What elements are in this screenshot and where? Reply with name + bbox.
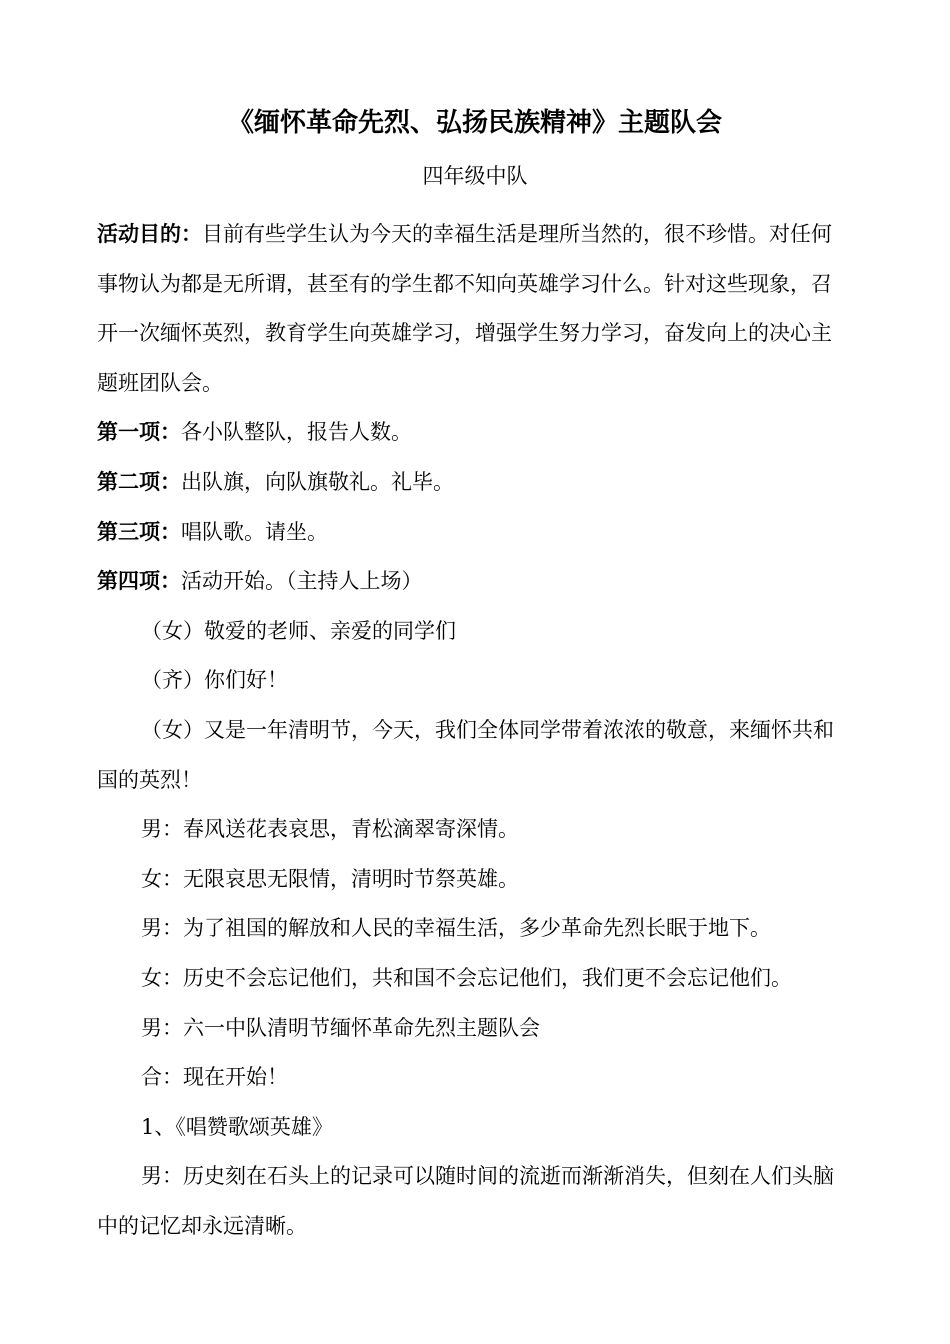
purpose-paragraph: [97, 210, 837, 408]
script-line: 男：六一中队清明节缅怀革命先烈主题队会: [141, 1015, 540, 1040]
agenda-item-label: 第四项：: [97, 569, 181, 594]
document-subtitle: 四年级中队: [422, 164, 528, 188]
script-line: 男：为了祖国的解放和人民的幸福生活，多少革命先烈长眠于地下。: [141, 916, 771, 941]
agenda-item-text: 活动开始。（主持人上场）: [181, 569, 423, 594]
purpose-text: 目前有些学生认为今天的幸福生活是理所当然的，很不珍惜。对任何事物认为都是无所谓，甚至有的学生都不知向英雄学习什么。针对这些现象，召开一次缅怀英烈，教育学生向英雄学习，增强学生努力学习，奋发向上的决心主题班团队会。: [97, 222, 832, 395]
script-line: （女）敬爱的老师、亲爱的同学们: [141, 618, 456, 643]
agenda-item-text: 各小队整队，报告人数。: [181, 420, 412, 445]
script-line: 合：现在开始！: [141, 1065, 288, 1090]
agenda-item-label: 第一项：: [97, 420, 181, 445]
script-line: 男：历史刻在石头上的记录可以随时间的流逝而渐渐消失，但刻在人们头脑中的记忆却永远清晰。: [97, 1164, 834, 1238]
script-line: 女：历史不会忘记他们，共和国不会忘记他们，我们更不会忘记他们。: [141, 965, 792, 990]
agenda-item-text: 唱队歌。请坐。: [181, 519, 328, 544]
script-line: 女：无限哀思无限情，清明时节祭英雄。: [141, 866, 519, 891]
agenda-item-label: 第三项：: [97, 519, 181, 544]
agenda-item: [97, 408, 837, 458]
agenda-item: [97, 508, 837, 558]
agenda-item-label: 第二项：: [97, 469, 181, 494]
section-heading: 1、《唱赞歌颂英雄》: [141, 1114, 333, 1139]
script-line: 男：春风送花表哀思，青松滴翠寄深情。: [141, 817, 519, 842]
document-body: [97, 210, 837, 1251]
script-line: （齐）你们好！: [141, 668, 288, 693]
document-title: 《缅怀革命先烈、弘扬民族精神》主题队会: [227, 108, 722, 138]
agenda-item: [97, 557, 837, 607]
agenda-item: [97, 458, 837, 508]
purpose-label: 活动目的：: [97, 222, 202, 246]
script-line: （女）又是一年清明节，今天，我们全体同学带着浓浓的敬意，来缅怀共和国的英烈！: [97, 717, 834, 792]
agenda-item-text: 出队旗，向队旗敬礼。礼毕。: [181, 469, 454, 494]
